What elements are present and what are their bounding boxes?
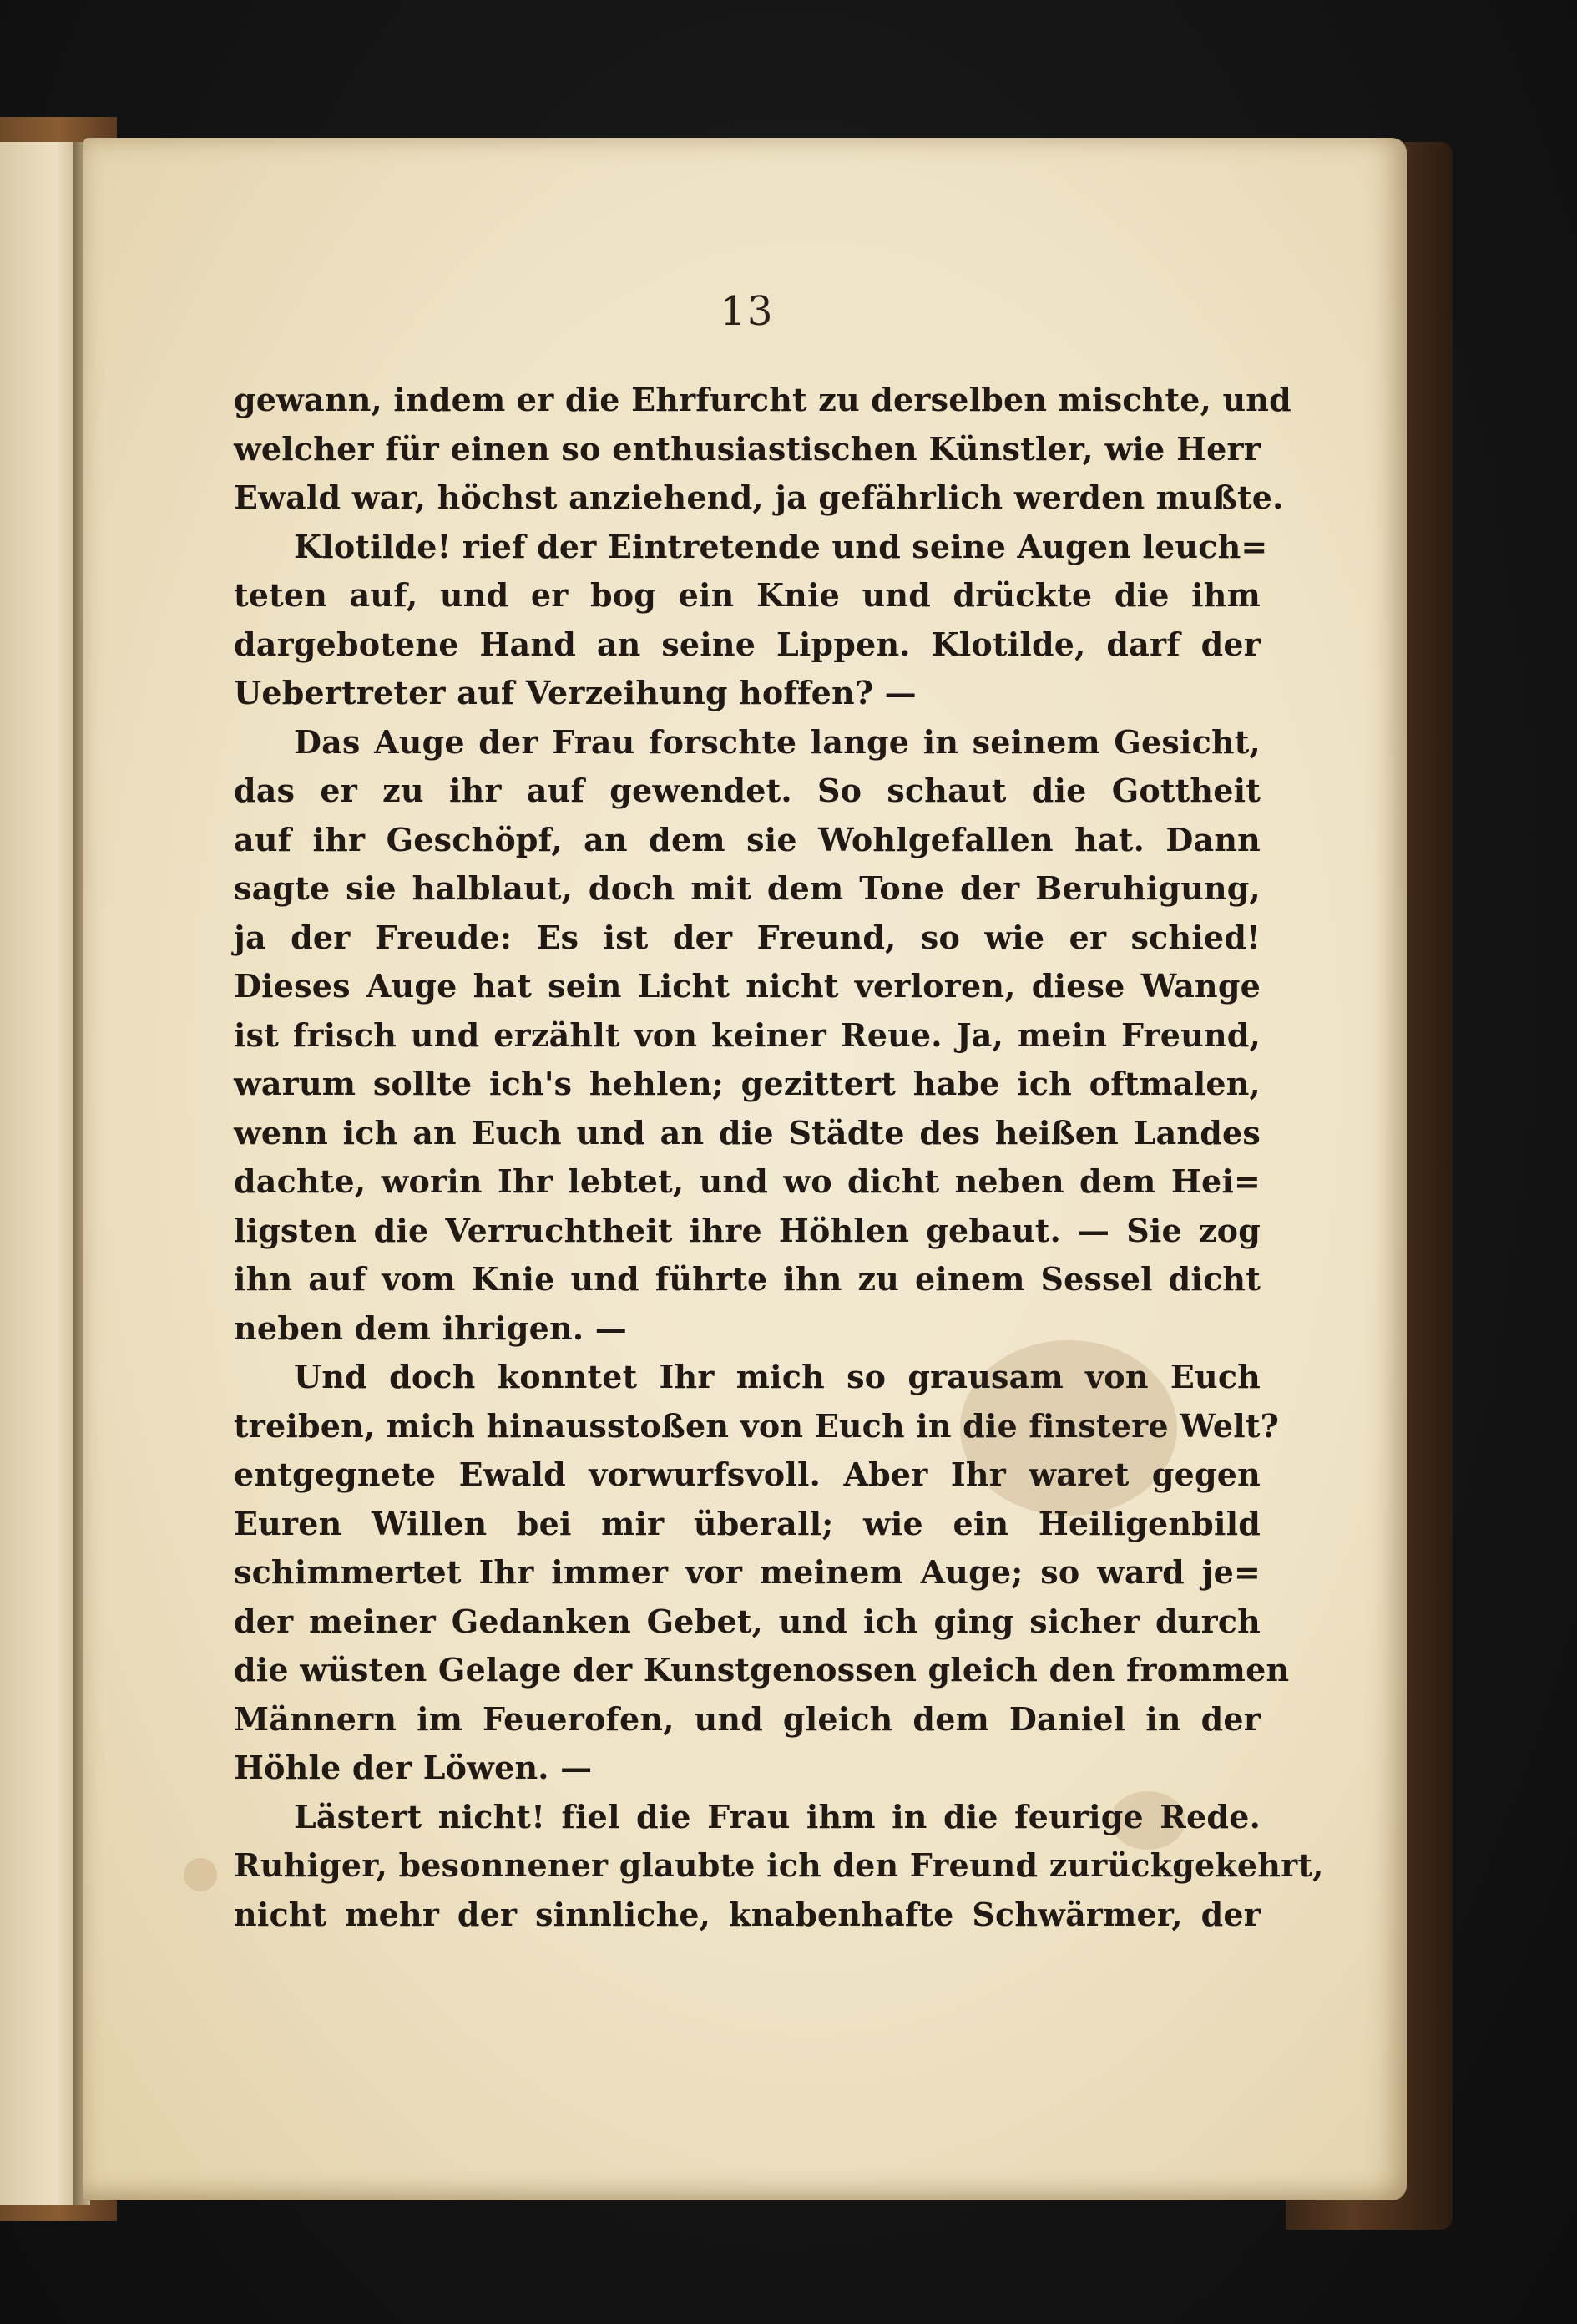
text-line: treiben, mich hinausstoßen von Euch in die finstere Welt?	[234, 1406, 1280, 1445]
text-line: dachte, worin Ihr lebtet, und wo dicht neben dem Hei=	[234, 1162, 1261, 1200]
text-line: ihn auf vom Knie und führte ihn zu einem Sessel dicht	[234, 1260, 1261, 1298]
text-line: warum sollte ich's hehlen; gezittert habe ich oftmalen,	[234, 1065, 1261, 1102]
text-line: Und doch konntet Ihr mich so grausam von Euch	[294, 1358, 1261, 1395]
facing-page-edge	[0, 142, 79, 2205]
body-text	[234, 376, 1324, 1939]
text-line: der meiner Gedanken Gebet, und ich ging sicher durch	[234, 1602, 1261, 1640]
page-number: 13	[720, 288, 775, 335]
book-page	[83, 138, 1407, 2200]
text-line: ligsten die Verruchtheit ihre Höhlen gebaut. — Sie zog	[234, 1211, 1261, 1249]
text-line: Höhle der Löwen. —	[234, 1749, 593, 1786]
text-line: Männern im Feuerofen, und gleich dem Daniel in der	[234, 1699, 1261, 1738]
text-line: Ewald war, höchst anziehend, ja gefährlich werden mußte.	[234, 478, 1284, 516]
text-line: Uebertreter auf Verzeihung hoffen? —	[234, 674, 917, 711]
text-line: Klotilde! rief der Eintretende und seine Augen leuch=	[294, 527, 1268, 565]
text-line: Dieses Auge hat sein Licht nicht verloren, diese Wange	[234, 967, 1261, 1005]
text-line: nicht mehr der sinnliche, knabenhafte Schwärmer, der	[234, 1895, 1261, 1933]
text-line: wenn ich an Euch und an die Städte des heißen Landes	[234, 1113, 1261, 1152]
text-line: dargebotene Hand an seine Lippen. Klotilde, darf der	[234, 625, 1261, 663]
text-line: schimmertet Ihr immer vor meinem Auge; so ward je=	[234, 1553, 1261, 1591]
text-line: Ruhiger, besonnener glaubte ich den Freund zurückgekehrt,	[234, 1846, 1324, 1884]
text-line: neben dem ihrigen. —	[234, 1309, 627, 1347]
text-line: das er zu ihr auf gewendet. So schaut die Gottheit	[234, 772, 1261, 809]
text-line: entgegnete Ewald vorwurfsvoll. Aber Ihr waret gegen	[234, 1456, 1261, 1493]
text-line: auf ihr Geschöpf, an dem sie Wohlgefallen hat. Dann	[234, 820, 1261, 858]
text-line: die wüsten Gelage der Kunstgenossen gleich den frommen	[234, 1651, 1290, 1689]
text-line: Das Auge der Frau forschte lange in seinem Gesicht,	[294, 722, 1261, 761]
text-line: teten auf, und er bog ein Knie und drückte die ihm	[234, 576, 1261, 614]
text-line: welcher für einen so enthusiastischen Künstler, wie Herr	[234, 429, 1261, 468]
text-line: Euren Willen bei mir überall; wie ein Heiligenbild	[234, 1504, 1261, 1542]
text-line: Lästert nicht! fiel die Frau ihm in die feurige Rede.	[294, 1797, 1261, 1835]
text-line: ist frisch und erzählt von keiner Reue. Ja, mein Freund,	[234, 1015, 1261, 1054]
text-line: sagte sie halblaut, doch mit dem Tone der Beruhigung,	[234, 869, 1261, 907]
foxing-spot	[184, 1858, 217, 1891]
text-line: ja der Freude: Es ist der Freund, so wie er schied!	[234, 918, 1261, 956]
text-line: gewann, indem er die Ehrfurcht zu derselben mischte, und	[234, 381, 1291, 418]
